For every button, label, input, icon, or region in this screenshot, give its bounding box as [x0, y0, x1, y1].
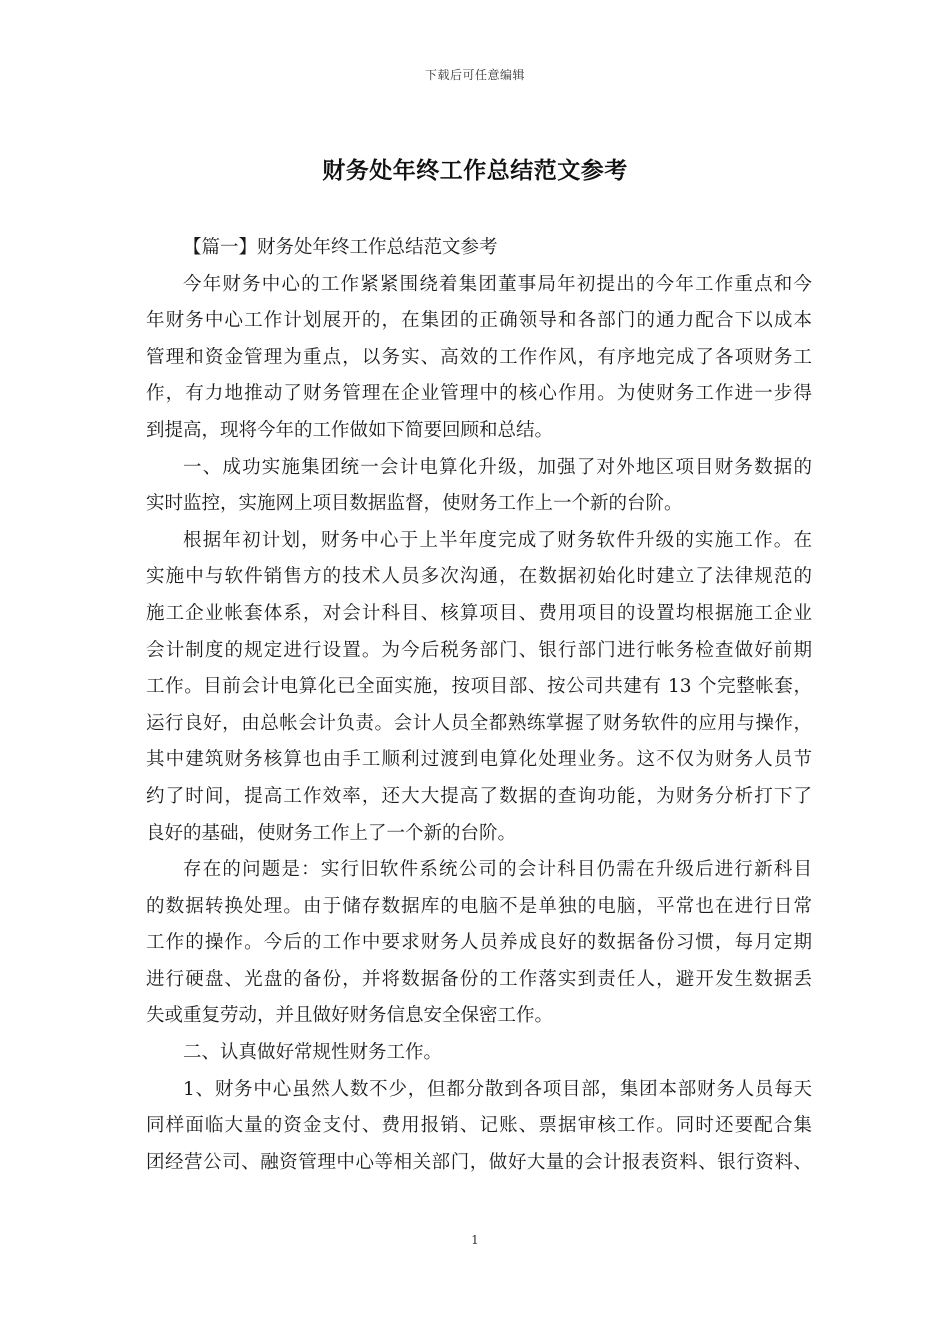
body-line: 到提高，现将今年的工作做如下简要回顾和总结。	[146, 419, 554, 441]
body-line: 约了时间，提高工作效率，还大大提高了数据的查询功能，为财务分析打下了	[146, 785, 812, 807]
page-header-note: 下载后可任意编辑	[424, 68, 525, 82]
body-line: 其中建筑财务核算也由手工顺利过渡到电算化处理业务。这不仅为财务人员节	[146, 749, 812, 771]
body-line: 工作的操作。今后的工作中要求财务人员养成良好的数据备份习惯，每月定期	[146, 932, 812, 954]
body-line: 良好的基础，使财务工作上了一个新的台阶。	[146, 822, 517, 844]
body-line: 今年财务中心的工作紧紧围绕着集团董事局年初提出的今年工作重点和今	[183, 273, 812, 295]
page-number: 1	[471, 1233, 479, 1247]
body-line: 年财务中心工作计划展开的，在集团的正确领导和各部门的通力配合下以成本	[146, 310, 812, 332]
document-title: 财务处年终工作总结范文参考	[322, 157, 628, 184]
body-line: 同样面临大量的资金支付、费用报销、记账、票据审核工作。同时还要配合集	[146, 1115, 812, 1137]
body-line: 工作。目前会计电算化已全面实施，按项目部、按公司共建有 13 个完整帐套，	[146, 676, 812, 698]
body-line: 存在的问题是：实行旧软件系统公司的会计科目仍需在升级后进行新科目	[183, 859, 812, 881]
body-line: 实时监控，实施网上项目数据监督，使财务工作上一个新的台阶。	[146, 493, 683, 515]
body-line: 管理和资金管理为重点，以务实、高效的工作作风，有序地完成了各项财务工	[146, 346, 812, 368]
body-line: 【篇一】财务处年终工作总结范文参考	[183, 237, 498, 258]
body-line: 实施中与软件销售方的技术人员多次沟通，在数据初始化时建立了法律规范的	[146, 566, 812, 588]
body-line: 团经营公司、融资管理中心等相关部门，做好大量的会计报表资料、银行资料、	[146, 1151, 812, 1173]
body-line: 作，有力地推动了财务管理在企业管理中的核心作用。为使财务工作进一步得	[146, 383, 812, 405]
body-line: 1、财务中心虽然人数不少，但都分散到各项目部，集团本部财务人员每天	[183, 1078, 812, 1100]
body-line: 进行硬盘、光盘的备份，并将数据备份的工作落实到责任人，避开发生数据丢	[146, 968, 812, 990]
body-line: 运行良好，由总帐会计负责。会计人员全都熟练掌握了财务软件的应用与操作，	[146, 712, 812, 734]
body-line: 会计制度的规定进行设置。为今后税务部门、银行部门进行帐务检查做好前期	[146, 639, 812, 661]
document-body	[146, 230, 812, 1181]
body-line: 一、成功实施集团统一会计电算化升级，加强了对外地区项目财务数据的	[183, 456, 812, 478]
body-line: 二、认真做好常规性财务工作。	[183, 1042, 443, 1064]
body-line: 失或重复劳动，并且做好财务信息安全保密工作。	[146, 1005, 554, 1027]
body-line: 根据年初计划，财务中心于上半年度完成了财务软件升级的实施工作。在	[183, 529, 812, 551]
body-line: 施工企业帐套体系，对会计科目、核算项目、费用项目的设置均根据施工企业	[146, 602, 812, 624]
body-line: 的数据转换处理。由于储存数据库的电脑不是单独的电脑，平常也在进行日常	[146, 895, 812, 917]
